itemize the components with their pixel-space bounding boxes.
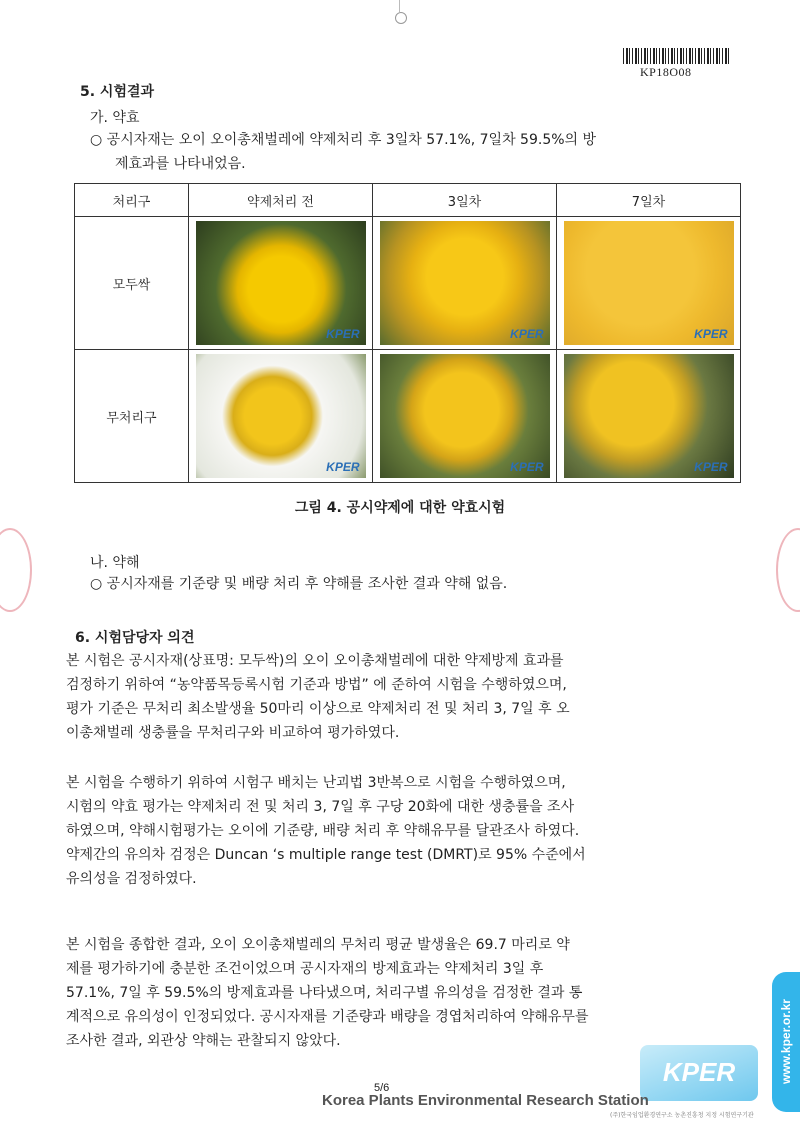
figure-caption: 그림 4. 공시약제에 대한 약효시험 xyxy=(294,500,506,516)
kper-logo xyxy=(640,1045,758,1101)
header-day7: 7일차 xyxy=(557,184,741,217)
table-header-row xyxy=(75,184,741,217)
stamp-seal-right xyxy=(776,528,800,612)
section-6-title: 6. 시험담당자 의견 xyxy=(75,630,195,646)
subsection-a-title: 가. 약효 xyxy=(90,110,140,126)
binding-line xyxy=(399,0,400,12)
barcode xyxy=(623,48,730,64)
header-treatment: 처리구 xyxy=(75,184,189,217)
page-number: 5/6 xyxy=(374,1082,390,1094)
flower-photo-treated-day7 xyxy=(564,221,734,345)
paragraph-line: 약제간의 유의차 검정은 Duncan ‘s multiple range test (DMRT)로 95% 수준에서 xyxy=(66,847,586,863)
flower-photo-treated-day3 xyxy=(380,221,550,345)
paragraph-line: 이총채벌레 생충률을 무처리구와 비교하여 평가하였다. xyxy=(66,725,400,741)
photo-watermark: KPER xyxy=(326,460,360,474)
section-5-title: 5. 시험결과 xyxy=(80,84,155,100)
paragraph-line: 평가 기준은 무처리 최소발생율 50마리 이상으로 약제처리 전 및 처리 3, 7일 후 오 xyxy=(66,701,570,717)
stamp-seal-left xyxy=(0,528,32,612)
header-day3: 3일차 xyxy=(373,184,557,217)
paragraph-line: 본 시험을 종합한 결과, 오이 오이총채벌레의 무처리 평균 발생율은 69.7 마리로 약 xyxy=(66,937,570,953)
table-row xyxy=(75,350,741,483)
phytotoxicity-bullet: ○ 공시자재를 기준량 및 배량 처리 후 약해를 조사한 결과 약해 없음. xyxy=(90,576,508,592)
paragraph-line: 본 시험은 공시자재(상표명: 모두싹)의 오이 오이총채벌레에 대한 약제방제 효과를 xyxy=(66,653,564,669)
efficacy-photo-table xyxy=(74,183,741,483)
paragraph-line: 시험의 약효 평가는 약제처리 전 및 처리 3, 7일 후 구당 20화에 대한 생충률을 조사 xyxy=(66,799,575,815)
paragraph-line: 본 시험을 수행하기 위하여 시험구 배치는 난괴법 3반복으로 시험을 수행하였으며, xyxy=(66,775,566,791)
photo-watermark: KPER xyxy=(510,460,544,474)
efficacy-bullet-line-1: ○ 공시자재는 오이 오이총채벌레에 약제처리 후 3일차 57.1%, 7일차 59.5%의 방 xyxy=(90,132,597,148)
document-code: KP18O08 xyxy=(640,65,692,79)
website-text: www.kper.or.kr xyxy=(779,999,793,1085)
website-sideband xyxy=(772,972,800,1112)
paragraph-line: 하였으며, 약해시험평가는 오이에 기준량, 배량 처리 후 약해유무를 달관조사 하였다. xyxy=(66,823,580,839)
flower-photo-untreated-before xyxy=(196,354,366,478)
photo-watermark: KPER xyxy=(510,327,544,341)
photo-watermark: KPER xyxy=(694,327,728,341)
photo-watermark: KPER xyxy=(694,460,728,474)
photo-watermark: KPER xyxy=(326,327,360,341)
paragraph-line: 조사한 결과, 외관상 약해는 관찰되지 않았다. xyxy=(66,1033,341,1049)
paragraph-line: 검정하기 위하여 “농약품목등록시험 기준과 방법” 에 준하여 시험을 수행하였으며, xyxy=(66,677,567,693)
efficacy-bullet-line-2: 제효과를 나타내었음. xyxy=(115,156,246,172)
paragraph-line: 제를 평가하기에 충분한 조건이었으며 공시자재의 방제효과는 약제처리 3일 후 xyxy=(66,961,544,977)
flower-photo-untreated-day7 xyxy=(564,354,734,478)
paragraph-line: 유의성을 검정하였다. xyxy=(66,871,197,887)
flower-photo-untreated-day3 xyxy=(380,354,550,478)
flower-photo-treated-before xyxy=(196,221,366,345)
paragraph-line: 57.1%, 7일 후 59.5%의 방제효과를 나타냈으며, 처리구별 유의성을 검정한 결과 통 xyxy=(66,985,583,1001)
opinion-paragraph-2 xyxy=(66,771,586,891)
organization-name: Korea Plants Environmental Research Station xyxy=(322,1092,649,1109)
row-label-untreated: 무처리구 xyxy=(75,350,189,483)
logo-text: KPER xyxy=(662,1057,736,1087)
binding-hole xyxy=(395,12,407,24)
row-label-treated: 모두싹 xyxy=(75,217,189,350)
opinion-paragraph-3 xyxy=(66,933,588,1053)
paragraph-line: 계적으로 유의성이 인정되었다. 공시자재를 기준량과 배량을 경엽처리하여 약해유무를 xyxy=(66,1009,589,1025)
organization-subtext: (주)한국임업환경연구소 농촌진흥청 지정 시험연구기관 xyxy=(610,1112,754,1119)
table-row xyxy=(75,217,741,350)
subsection-b-title: 나. 약해 xyxy=(90,555,140,571)
opinion-paragraph-1 xyxy=(66,649,570,745)
header-before: 약제처리 전 xyxy=(189,184,373,217)
